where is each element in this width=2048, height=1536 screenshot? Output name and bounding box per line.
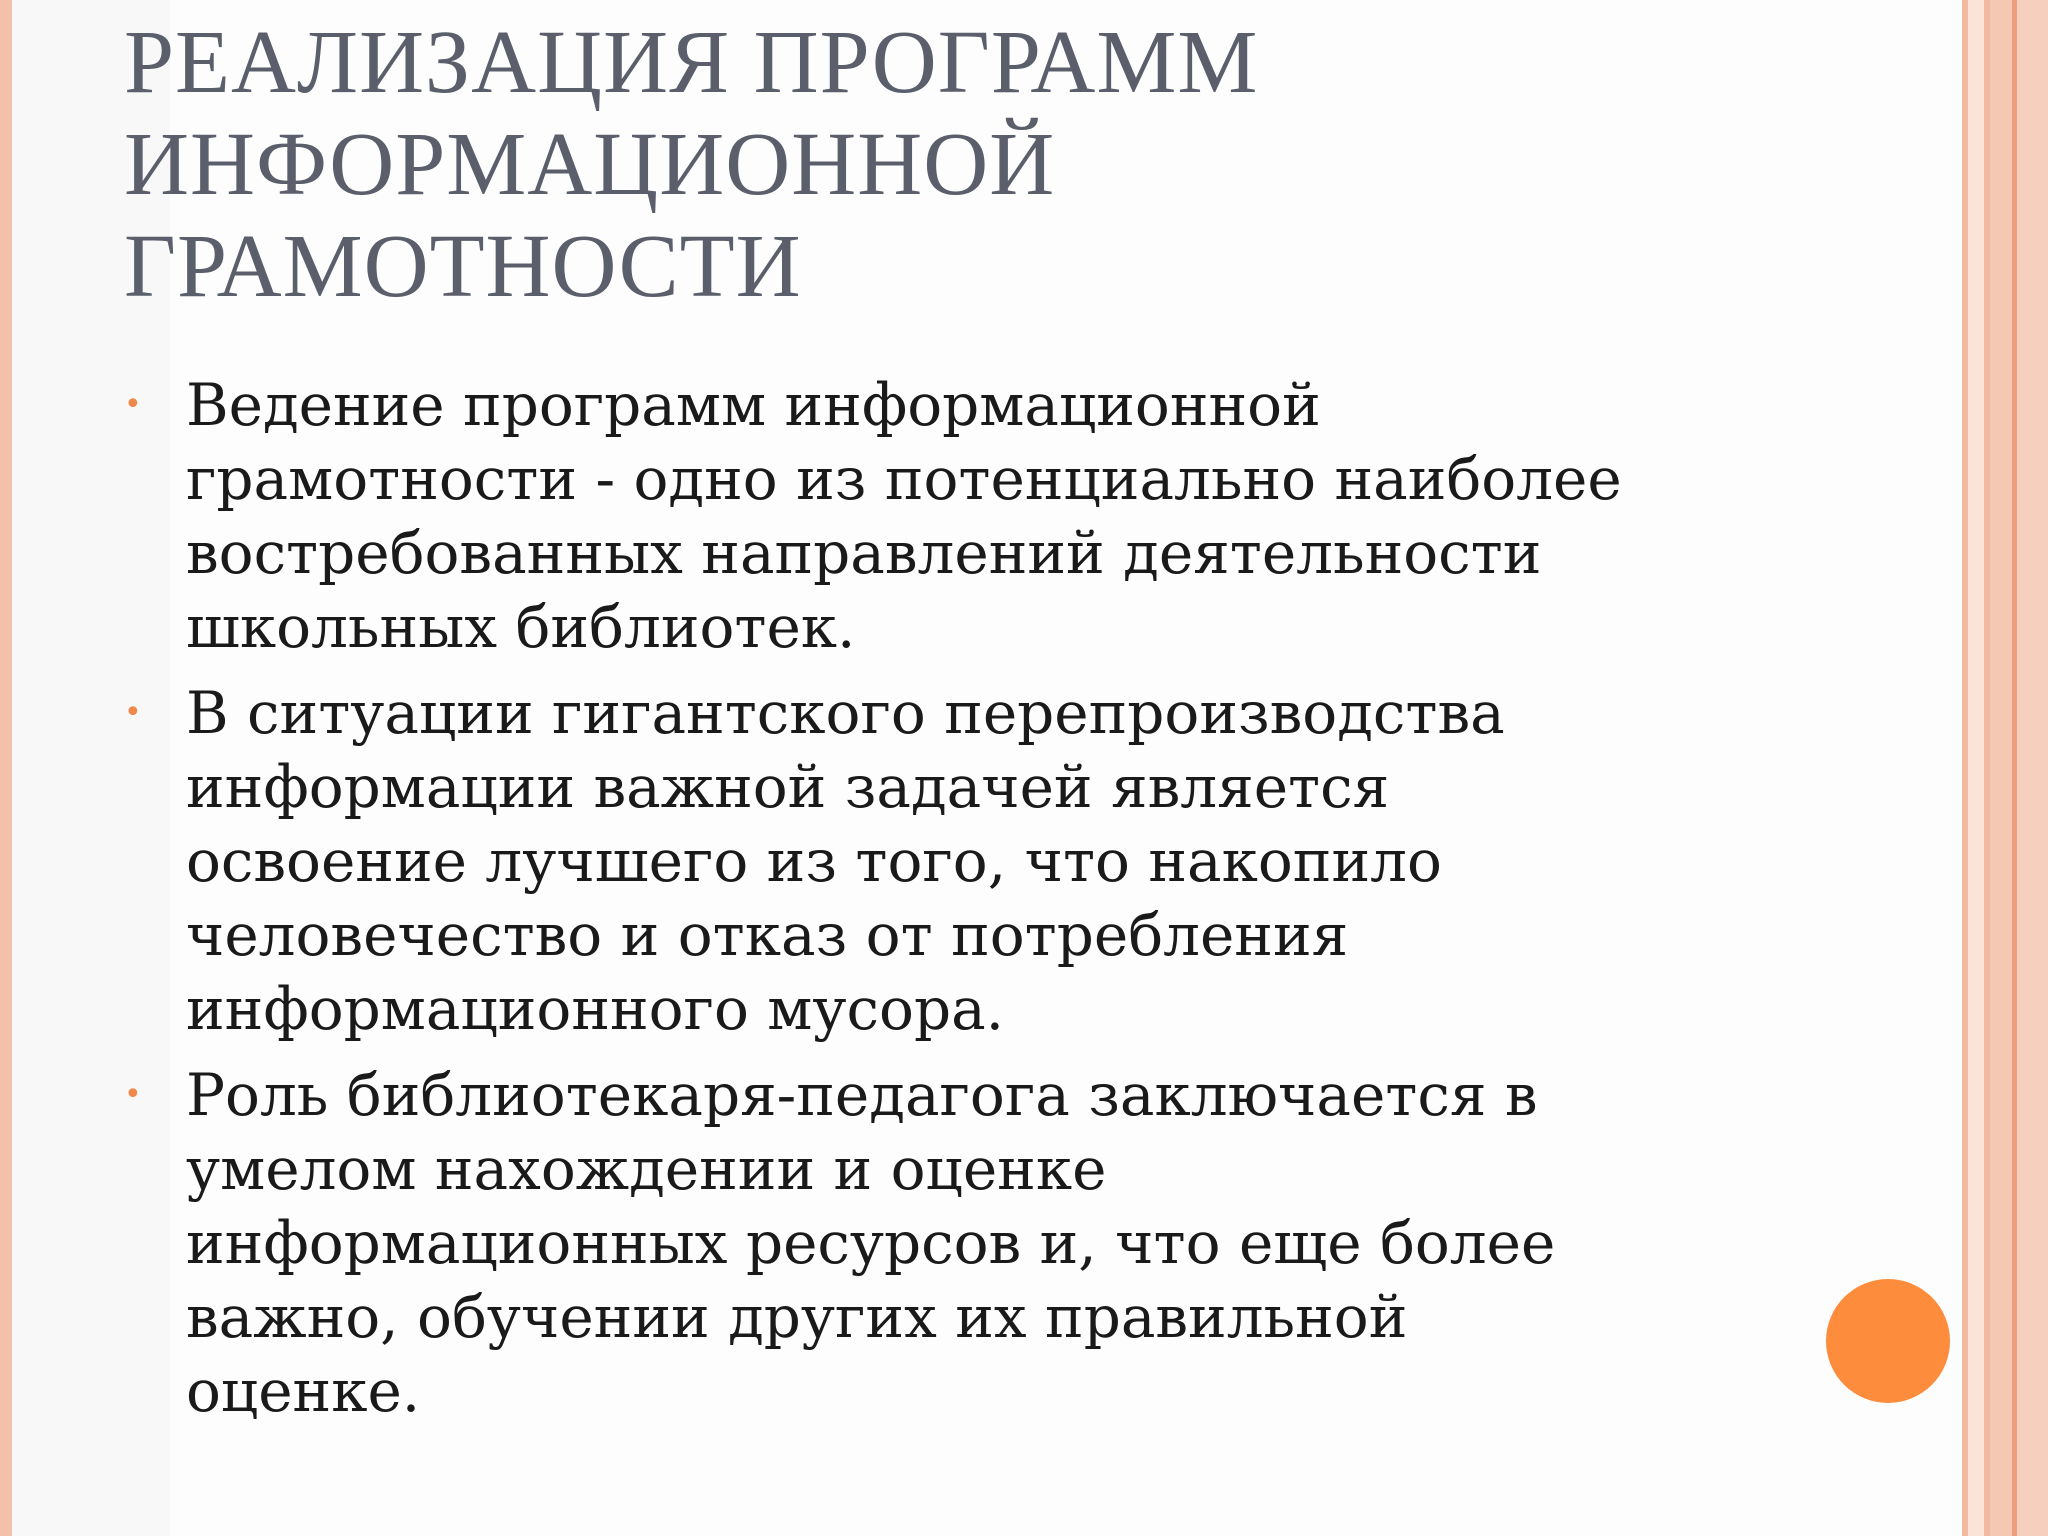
bullet-text-line: человечество и отказ от потребления [186, 901, 1349, 969]
bullet-text-line: информации важной задачей является [186, 753, 1390, 821]
bullet-text-line: школьных библиотек. [186, 593, 856, 661]
title-line: ИНФОРМАЦИОННОЙ [124, 115, 1056, 214]
title-line: РЕАЛИЗАЦИЯ ПРОГРАММ [124, 13, 1259, 112]
bullet-text-line: Ведение программ информационной [186, 371, 1321, 439]
bullet-text-line: информационного мусора. [186, 975, 1005, 1043]
bullet-text-line: оценке. [186, 1357, 421, 1425]
bullet-item [124, 368, 1824, 664]
bullet-text-line: грамотности - одно из потенциально наиболее [186, 445, 1622, 513]
left-border-band [0, 0, 12, 1536]
title-line: ГРАМОТНОСТИ [124, 217, 802, 316]
bullet-dot-icon: • [124, 695, 142, 730]
bullet-text-line: умелом нахождении и оценке [186, 1135, 1107, 1203]
right-border-stripe [2017, 0, 2048, 1536]
bullet-text-line: В ситуации гигантского перепроизводства [186, 679, 1505, 747]
bullet-dot-icon: • [124, 1077, 142, 1112]
bullet-text-line: освоение лучшего из того, что накопило [186, 827, 1442, 895]
slide-title [124, 12, 1904, 318]
bullet-text-line: востребованных направлений деятельности [186, 519, 1542, 587]
bullet-item [124, 1058, 1824, 1428]
bullet-text-line: важно, обучении других их правильной [186, 1283, 1408, 1351]
bullet-item [124, 676, 1824, 1046]
bullet-text-line: информационных ресурсов и, что еще более [186, 1209, 1556, 1277]
orange-circle-decoration [1826, 1279, 1950, 1403]
bullet-dot-icon: • [124, 387, 142, 422]
right-border-stripe [1990, 0, 2012, 1536]
bullet-text-line: Роль библиотекаря-педагога заключается в [186, 1061, 1538, 1129]
bullet-list [124, 368, 1824, 1440]
right-border-stripe [1968, 0, 1984, 1536]
